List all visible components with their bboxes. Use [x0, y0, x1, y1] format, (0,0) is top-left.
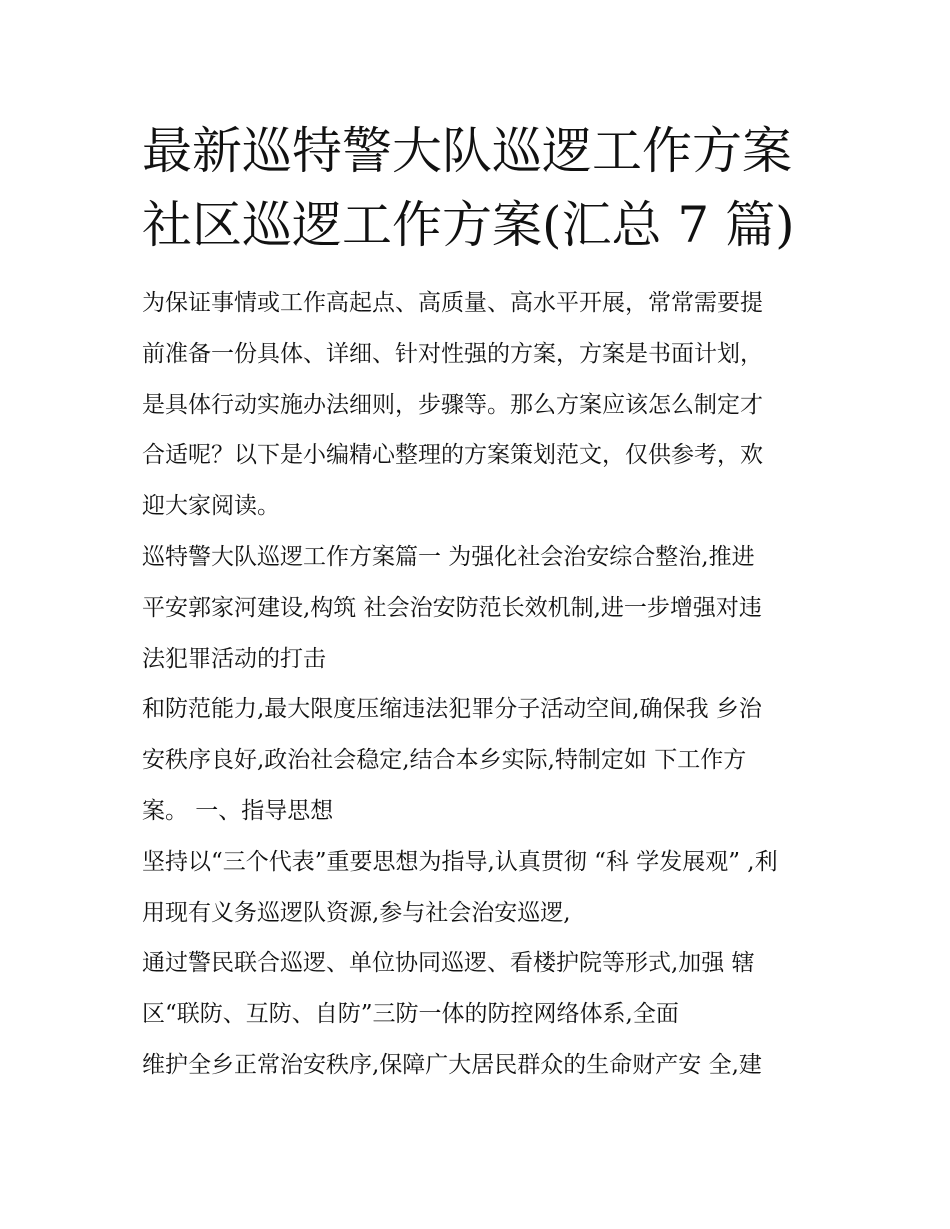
body-line: 通过警民联合巡逻、单位协同巡逻、看楼护院等形式,加强 辖: [142, 950, 755, 977]
document-title: [142, 114, 842, 262]
body-line: 前准备一份具体、详细、针对性强的方案，方案是书面计划，: [142, 340, 763, 367]
body-line: 合适呢？以下是小编精心整理的方案策划范文，仅供参考，欢: [142, 442, 763, 469]
body-line: 为保证事情或工作高起点、高质量、高水平开展，常常需要提: [142, 290, 763, 316]
document-body: [142, 278, 822, 1091]
body-line: 和防范能力,最大限度压缩违法犯罪分子活动空间,确保我 乡治: [142, 696, 762, 723]
body-line: 法犯罪活动的打击: [142, 645, 326, 672]
body-line: 区“联防、互防、自防”三防一体的防控网络体系,全面: [142, 1001, 679, 1028]
title-line-2: 社区巡逻工作方案(汇总 7 篇): [142, 196, 795, 254]
body-line: 用现有义务巡逻队资源,参与社会治安巡逻,: [142, 899, 571, 926]
body-line: 维护全乡正常治安秩序,保障广大居民群众的生命财产安 全,建: [142, 1051, 762, 1078]
title-line-1: 最新巡特警大队巡逻工作方案: [142, 122, 792, 180]
body-line: 案。 一、指导思想: [142, 797, 334, 824]
body-line: 是具体行动实施办法细则，步骤等。那么方案应该怎么制定才: [142, 391, 763, 418]
body-line: 迎大家阅读。: [142, 493, 280, 520]
body-line: 巡特警大队巡逻工作方案篇一 为强化社会治安综合整治,推进: [142, 543, 755, 570]
body-line: 坚持以“三个代表”重要思想为指导,认真贯彻 “科 学发展观” ,利: [142, 848, 778, 875]
body-line: 安秩序良好,政治社会稳定,结合本乡实际,特制定如 下工作方: [142, 747, 747, 774]
body-line: 平安郭家河建设,构筑 社会治安防范长效机制,进一步增强对违: [142, 594, 762, 621]
